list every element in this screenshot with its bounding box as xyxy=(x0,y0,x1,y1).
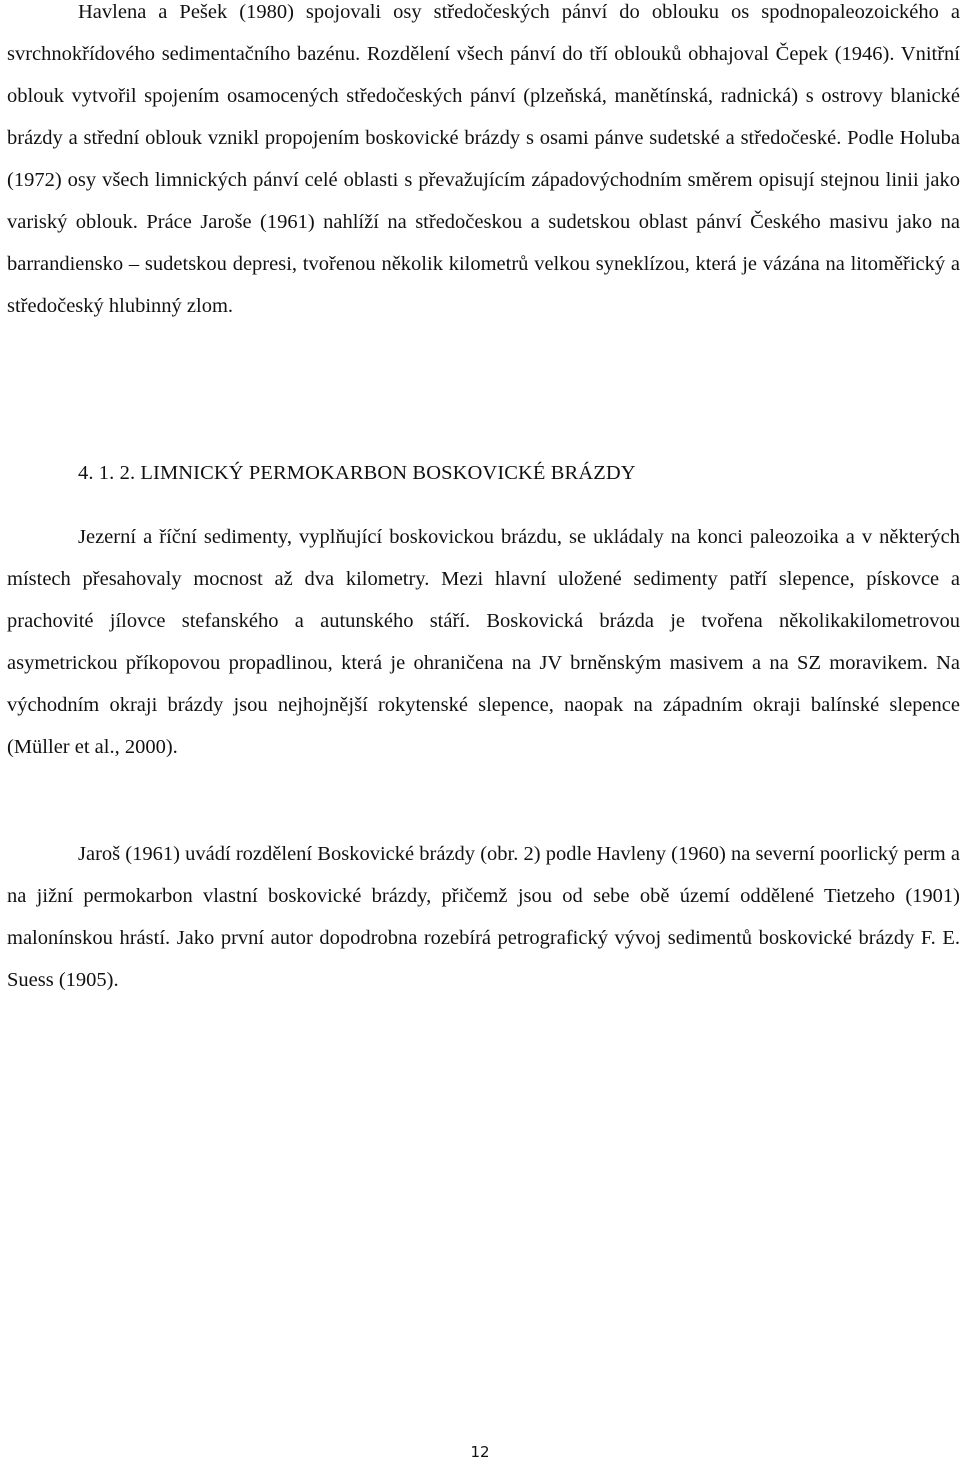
section-heading: 4. 1. 2. LIMNICKÝ PERMOKARBON BOSKOVICKÉ BRÁZDY xyxy=(78,462,636,484)
page-number: 12 xyxy=(470,1443,490,1461)
paragraph-division-of-furrow: Jaroš (1961) uvádí rozdělení Boskovické brázdy (obr. 2) podle Havleny (1960) na severní poorlický perm a na jižní permokarbon vlastní boskovické brázdy, přičemž jsou od sebe obě území oddělené Tietzeho (1901) malonínskou hrástí. Jako první autor dopodrobna rozebírá petrografický vývoj sedimentů boskovické brázdy F. E. Suess (1905). xyxy=(7,843,960,991)
paragraph-pelvis-arcs: Havlena a Pešek (1980) spojovali osy středočeských pánví do oblouku os spodnopaleozoického a svrchnokřídového sedimentačního bazénu. Rozdělení všech pánví do tří oblouků obhajoval Čepek (1946). Vnitřní oblouk vytvořil spojením osamocených středočeských pánví (plzeňská, manětínská, radnická) s ostrovy blanické brázdy a střední oblouk vznikl propojením boskovické brázdy s osami pánve sudetské a středočeské. Podle Holuba (1972) osy všech limnických pánví celé oblasti s převažujícím západovýchodním směrem opisují stejnou linii jako variský oblouk. Práce Jaroše (1961) nahlíží na středočeskou a sudetskou oblast pánví Českého masivu jako na barrandiensko – sudetskou depresi, tvořenou několik kilometrů velkou synеklízou, která je vázána na litoměřický a středočeský hlubinný zlom. xyxy=(7,1,960,317)
paragraph-boskovice-sediments: Jezerní a říční sedimenty, vyplňující boskovickou brázdu, se ukládaly na konci paleozoika a v některých místech přesahovaly mocnost až dva kilometry. Mezi hlavní uložené sedimenty patří slepence, pískovce a prachovité jílovce stefanského a autunského stáří. Boskovická brázda je tvořena několikakilometrovou asymetrickou příkopovou propadlinou, která je ohraničena na JV brněnským masivem a na SZ moravikem. Na východním okraji brázdy jsou nejhojnější rokytenské slepence, naopak na západním okraji balínské slepence (Müller et al., 2000). xyxy=(7,526,960,758)
